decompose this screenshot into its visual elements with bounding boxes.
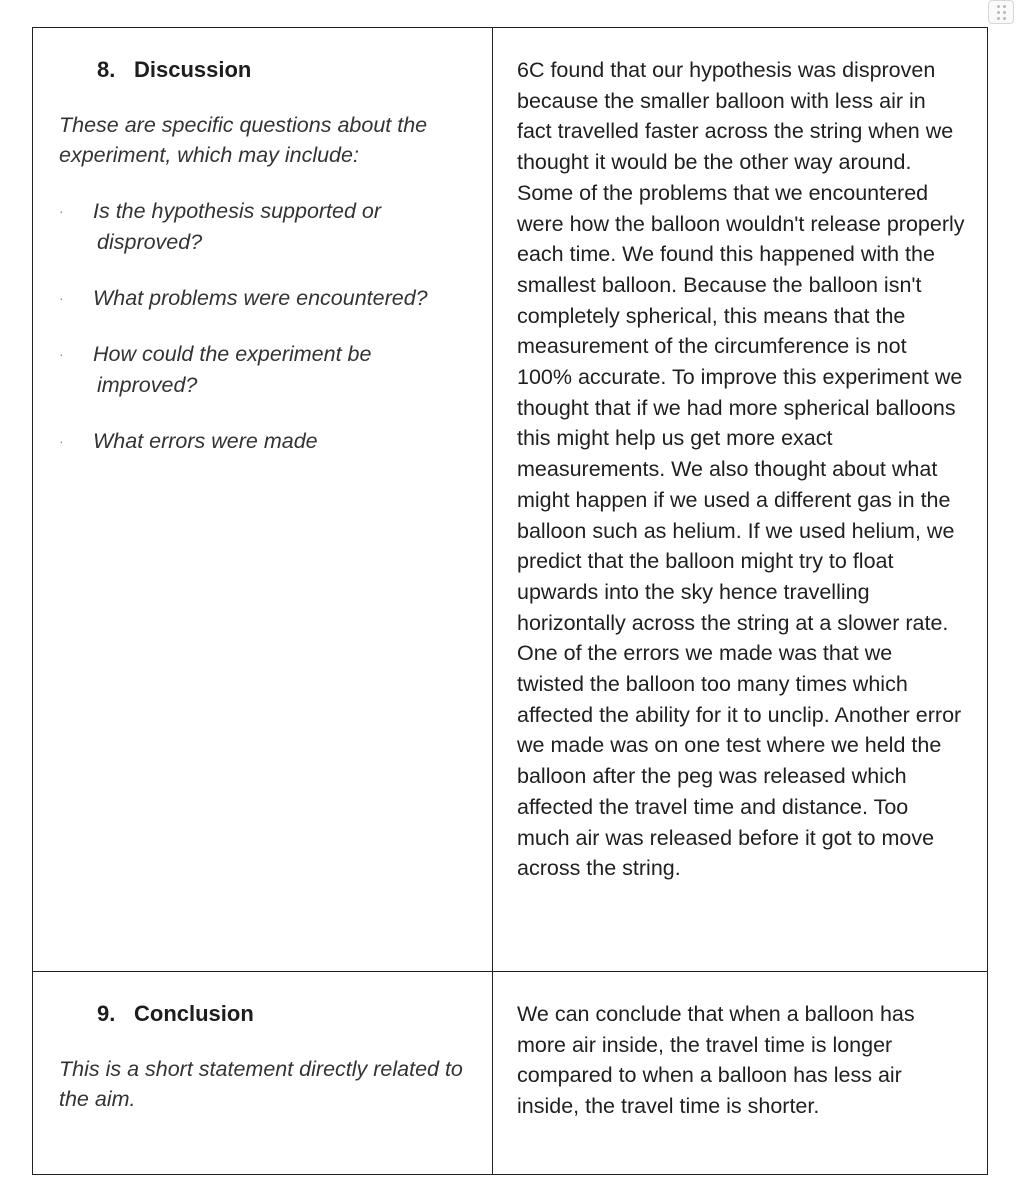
section-number: 8. (97, 57, 116, 82)
question-line: What errors were made (93, 429, 318, 453)
bullet-icon: · (59, 433, 64, 449)
conclusion-prompt: This is a short statement directly related to the aim. (59, 1057, 463, 1111)
conclusion-heading (59, 1000, 472, 1028)
question-line: Is the hypothesis supported or (93, 199, 382, 223)
section-title: Conclusion (134, 1001, 254, 1026)
drag-handle-icon[interactable] (988, 0, 1014, 24)
discussion-row (33, 28, 988, 972)
conclusion-guidance-cell[interactable] (33, 972, 493, 1175)
list-item (59, 426, 472, 457)
question-line: improved? (97, 373, 198, 397)
conclusion-answer-cell[interactable] (493, 972, 988, 1175)
discussion-answer-text: 6C found that our hypothesis was disproven because the smaller balloon with less air in fact travelled faster across the string when we thought it would be the other way around. Some of the problems that we encountered were how the balloon wouldn't release properly each time. We found this happened with the smallest balloon. Because the balloon isn't completely spherical, this means that the measurement of the circumference is not 100% accurate. To improve this experiment we thought that if we had more spherical balloons this might help us get more exact measurements. We also thought about what might happen if we used a different gas in the balloon such as helium. If we used helium, we predict that the balloon might try to float upwards into the sky hence travelling horizontally across the string at a slower rate. One of the errors we made was that we twisted the balloon too many times which affected the ability for it to unclip. Another error we made was on one test where we held the balloon after the peg was released which affected the travel time and distance. Too much air was released before it got to move across the string. (517, 58, 965, 881)
conclusion-answer-text: We can conclude that when a balloon has more air inside, the travel time is longer compared to when a balloon has less air inside, the travel time is shorter. (517, 1002, 915, 1119)
section-number: 9. (97, 1001, 116, 1026)
question-line: How could the experiment be (93, 342, 372, 366)
list-item (59, 339, 472, 401)
bullet-icon: · (59, 203, 64, 219)
list-item (59, 196, 472, 258)
bullet-icon: · (59, 290, 64, 306)
bullet-icon: · (59, 346, 64, 362)
question-line: disproved? (97, 230, 203, 254)
question-line: What problems were encountered? (93, 286, 428, 310)
discussion-answer-cell[interactable] (493, 28, 988, 972)
list-item (59, 283, 472, 314)
discussion-question-list (59, 196, 472, 457)
report-table (32, 27, 988, 1175)
conclusion-row (33, 972, 988, 1175)
discussion-guidance-cell[interactable] (33, 28, 493, 972)
section-title: Discussion (134, 57, 252, 82)
discussion-prompt: These are specific questions about the experiment, which may include: (59, 113, 428, 167)
discussion-heading (59, 56, 472, 84)
